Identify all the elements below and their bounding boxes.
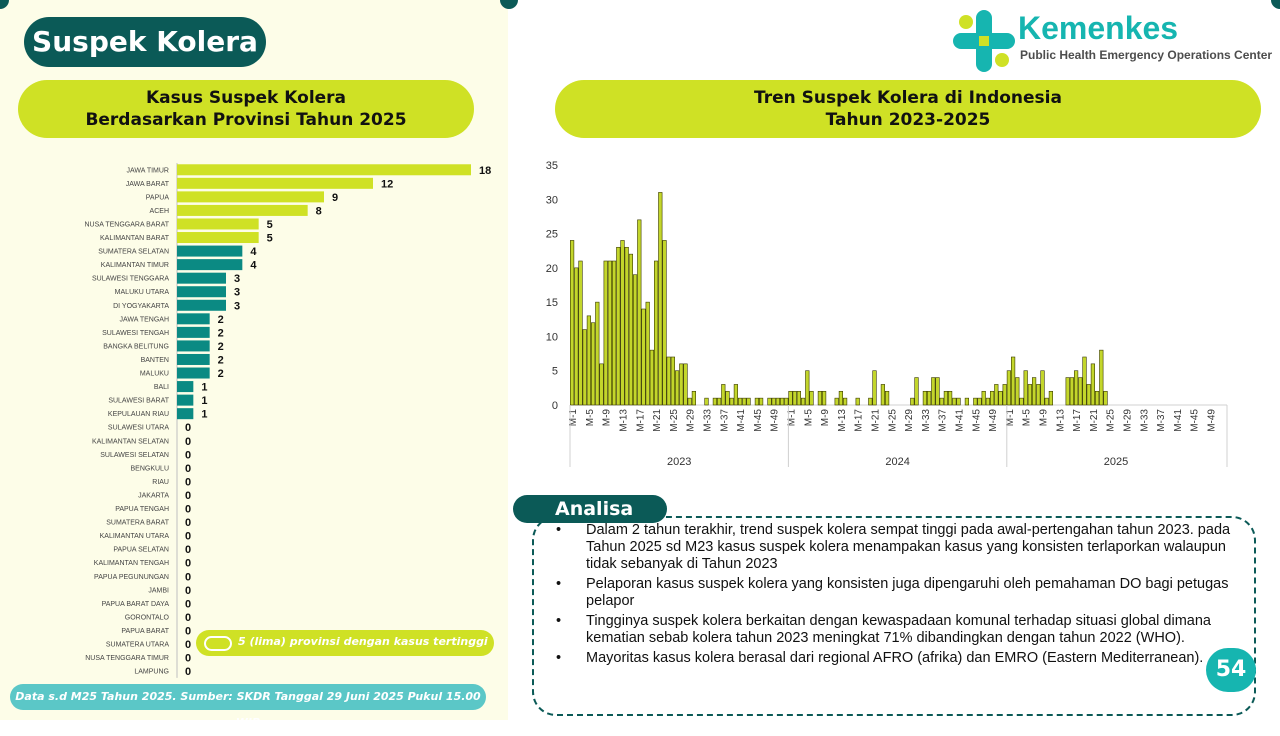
province-bar [177,381,193,392]
province-label: JAWA TENGAH [119,316,169,324]
province-value-label: 0 [185,422,192,435]
province-value-label: 0 [185,476,192,489]
week-tick-label: M-29 [685,409,697,432]
province-label: PAPUA BARAT DAYA [101,600,169,608]
week-tick-label: M-37 [937,409,949,432]
province-label: NUSA TENGGARA BARAT [84,221,169,229]
trend-bar [923,391,927,405]
province-value-label: 0 [185,611,192,624]
trend-bar [591,323,595,405]
province-label: SUMATERA UTARA [105,641,169,649]
trend-bar [986,398,990,405]
trend-bar [1007,371,1011,405]
trend-bar [596,302,600,405]
province-bar [177,408,193,419]
trend-bar [789,391,793,405]
province-label: SULAWESI TENGAH [102,329,169,337]
trend-bar [688,398,692,405]
y-tick-label: 35 [545,160,558,172]
province-value-label: 0 [185,666,192,679]
trend-bar [982,391,986,405]
province-bar [177,313,210,324]
trend-bar [1083,357,1087,405]
province-value-label: 0 [185,489,192,502]
trend-bar [911,398,915,405]
analisa-item [556,576,1246,610]
province-label: JAWA BARAT [125,180,169,188]
week-tick-label: M-21 [652,409,664,432]
trend-bar [780,398,784,405]
week-tick-label: M-5 [584,409,596,427]
analisa-item-text: Pelaporan kasus suspek kolera yang konsisten juga dipengaruhi oleh pemahaman DO bagi petugas pelapor [586,576,1229,609]
trend-bar [835,398,839,405]
province-label: KEPULAUAN RIAU [107,411,169,419]
trend-bar [663,240,667,405]
trend-bar [730,398,734,405]
trend-bar [965,398,969,405]
province-value-label: 4 [250,259,257,272]
province-label: MALUKU [139,370,169,378]
trend-bar [684,364,688,405]
province-value-label: 2 [217,354,224,367]
province-label: SULAWESI SELATAN [100,451,169,459]
trend-bar-chart [530,150,1240,480]
week-tick-label: M-17 [635,409,647,432]
week-tick-label: M-33 [1139,409,1151,432]
province-bar-chart [0,160,508,680]
trend-bar [940,398,944,405]
province-label: KALIMANTAN BARAT [100,235,169,243]
trend-bar [667,357,671,405]
trend-bar [885,391,889,405]
week-tick-label: M-41 [1172,409,1184,432]
trend-bar [932,378,936,405]
trend-bar [1049,391,1053,405]
week-tick-label: M-13 [836,409,848,432]
trend-bar [726,391,730,405]
trend-bar [659,192,663,405]
province-chart-title-line1: Kasus Suspek Kolera [145,88,347,108]
trend-bar [999,391,1003,405]
trend-bar [856,398,860,405]
trend-bar [869,398,873,405]
province-label: BANGKA BELITUNG [103,343,169,351]
trend-bar [1020,398,1024,405]
province-label: MALUKU UTARA [114,289,169,297]
trend-bar [583,330,587,405]
province-value-label: 1 [201,395,208,408]
week-tick-label: M-33 [702,409,714,432]
province-label: SUMATERA SELATAN [98,248,169,256]
week-tick-label: M-1 [786,409,798,427]
week-tick-label: M-9 [601,409,613,427]
analisa-item-text: Mayoritas kasus kolera berasal dari regional AFRO (afrika) dan EMRO (Eastern Mediterranean). [586,650,1204,666]
trend-bar [675,371,679,405]
trend-bar [1100,350,1104,405]
week-tick-label: M-29 [1122,409,1134,432]
logo-name: Kemenkes [1018,10,1179,46]
kemenkes-logo-icon [952,8,1016,74]
trend-bar [995,384,999,405]
province-value-label: 5 [266,232,273,245]
y-tick-label: 30 [545,194,558,207]
province-bar [177,327,210,338]
province-label: PAPUA BARAT [121,627,169,635]
province-value-label: 2 [217,327,224,340]
analisa-list [556,522,1246,670]
trend-bar [1028,384,1032,405]
province-label: KALIMANTAN SELATAN [91,438,169,446]
y-tick-label: 10 [545,331,558,344]
analisa-item-text: Tingginya suspek kolera berkaitan dengan kewaspadaan komunal terhadap situasi global dimana kematian sebab kolera tahun 2023 meningkat 71% dibandingkan dengan tahun 2022 (WHO). [586,613,1211,646]
week-tick-label: M-13 [618,409,630,432]
province-label: LAMPUNG [134,668,169,676]
province-bar [177,218,259,229]
week-tick-label: M-45 [971,409,983,432]
trend-bar [1104,391,1108,405]
trend-bar [768,398,772,405]
province-value-label: 1 [201,408,208,421]
trend-bar [734,384,738,405]
trend-bar [608,261,612,405]
week-tick-label: M-9 [820,409,832,427]
province-bar [177,395,193,406]
trend-bar [822,391,826,405]
week-tick-label: M-49 [769,409,781,432]
trend-bar [810,391,814,405]
trend-chart-header [555,80,1261,138]
analisa-item [556,650,1246,667]
province-value-label: 0 [185,544,192,557]
week-tick-label: M-25 [887,409,899,432]
trend-bar [575,268,579,405]
week-tick-label: M-5 [1021,409,1033,427]
trend-bar [1074,371,1078,405]
trend-bar [1024,371,1028,405]
province-label: PAPUA [145,194,169,202]
trend-bar [612,261,616,405]
province-bar [177,300,226,311]
logo-subtitle: Public Health Emergency Operations Center [1020,48,1273,62]
province-label: KALIMANTAN TENGAH [93,560,169,568]
trend-bar [1041,371,1045,405]
province-chart-header [18,80,474,138]
province-label: SULAWESI BARAT [108,397,169,405]
trend-bar [570,240,574,405]
trend-chart-title-line2: Tahun 2023-2025 [825,110,991,130]
legend-note [196,630,494,656]
province-bar [177,286,226,297]
trend-bar [839,391,843,405]
trend-bar [617,247,621,405]
bullet: • [556,576,562,592]
trend-bar [1045,398,1049,405]
page-title: Suspek Kolera [24,17,266,67]
trend-bar [1095,391,1099,405]
province-bar [177,259,242,270]
week-tick-label: M-21 [870,409,882,432]
province-label: ACEH [149,207,169,215]
trend-bar [621,240,625,405]
trend-bar [990,391,994,405]
week-tick-label: M-49 [988,409,1000,432]
bullet: • [556,522,562,538]
analisa-title: Analisa [513,495,667,523]
bullet: • [556,650,562,666]
province-value-label: 0 [185,503,192,516]
province-value-label: 1 [201,381,208,394]
page-number: 54 [1206,648,1256,692]
province-bar [177,368,210,379]
trend-bar [759,398,763,405]
week-tick-label: M-13 [1055,409,1067,432]
province-bar [177,205,308,216]
province-label: SULAWESI TENGGARA [91,275,169,283]
trend-bar [953,398,957,405]
province-value-label: 0 [185,435,192,448]
province-value-label: 9 [332,191,339,204]
province-label: KALIMANTAN TIMUR [100,262,169,270]
trend-bar [1011,357,1015,405]
bullet: • [556,613,562,629]
trend-bar [948,391,952,405]
trend-bar [936,378,940,405]
province-value-label: 0 [185,639,192,652]
week-tick-label: M-1 [1004,409,1016,427]
province-value-label: 4 [250,246,257,259]
trend-bar [650,350,654,405]
trend-bar [642,309,646,405]
week-tick-label: M-29 [904,409,916,432]
trend-bar [638,220,642,405]
trend-bar [747,398,751,405]
trend-bar [1091,364,1095,405]
trend-bar [646,302,650,405]
province-label: NUSA TENGGARA TIMUR [85,655,169,663]
province-label: JAMBI [148,587,169,595]
province-bar [177,232,259,243]
week-tick-label: M-21 [1088,409,1100,432]
trend-bar [873,371,877,405]
analisa-item-text: Dalam 2 tahun terakhir, trend suspek kolera sempat tinggi pada awal-pertengahan tahun 2023. pada Tahun 2025 sd M23 kasus suspek kolera menampakan kasus yang konsisten terlaporkan walaupun tidak sebanyak di Tahun 2023 [586,522,1231,572]
province-value-label: 5 [266,218,273,231]
province-label: JAKARTA [138,492,169,500]
province-value-label: 2 [217,313,224,326]
province-label: KALIMANTAN UTARA [99,533,169,541]
week-tick-label: M-17 [1072,409,1084,432]
province-value-label: 0 [185,571,192,584]
trend-bar [797,391,801,405]
province-value-label: 8 [315,205,322,218]
trend-bar [793,391,797,405]
trend-bar [743,398,747,405]
province-value-label: 2 [217,340,224,353]
week-tick-label: M-45 [752,409,764,432]
trend-bar [1016,378,1020,405]
trend-bar [843,398,847,405]
week-tick-label: M-37 [1156,409,1168,432]
province-bar [177,164,471,175]
y-tick-label: 0 [551,400,558,412]
analisa-item [556,613,1246,647]
province-bar [177,273,226,284]
trend-bar [629,254,633,405]
trend-bar [713,398,717,405]
week-tick-label: M-17 [853,409,865,432]
trend-bar [654,261,658,405]
y-tick-label: 5 [551,365,558,378]
week-tick-label: M-25 [668,409,680,432]
province-value-label: 0 [185,557,192,570]
year-label: 2023 [666,456,692,468]
province-value-label: 0 [185,584,192,597]
trend-bar [818,391,822,405]
week-tick-label: M-5 [803,409,815,427]
trend-bar [680,364,684,405]
year-label: 2024 [885,456,910,468]
province-value-label: 3 [234,286,241,299]
y-tick-label: 20 [545,262,558,275]
trend-bar [915,378,919,405]
province-label: PAPUA SELATAN [113,546,169,554]
province-value-label: 12 [381,178,394,191]
trend-bar [1032,378,1036,405]
province-bar [177,340,210,351]
trend-bar [772,398,776,405]
trend-bar [738,398,742,405]
week-tick-label: M-49 [1206,409,1218,432]
trend-bar [600,364,604,405]
trend-bar [927,391,931,405]
week-tick-label: M-9 [1038,409,1050,427]
source-note: Data s.d M25 Tahun 2025. Sumber: SKDR Tanggal 29 Juni 2025 Pukul 15.00 WIB [10,684,486,710]
trend-bar [579,261,583,405]
week-tick-label: M-25 [1105,409,1117,432]
trend-bar [881,384,885,405]
province-label: GORONTALO [124,614,169,622]
province-value-label: 3 [234,300,241,313]
trend-bar [717,398,721,405]
trend-bar [587,316,591,405]
trend-bar [1087,384,1091,405]
province-value-label: 0 [185,652,192,665]
legend-note-text: 5 (lima) provinsi dengan kasus tertinggi [238,635,488,648]
trend-bar [755,398,759,405]
province-bar [177,178,373,189]
province-label: BENGKULU [130,465,169,473]
province-bar [177,191,324,202]
trend-bar [633,275,637,405]
year-label: 2025 [1103,456,1129,468]
trend-bar [785,398,789,405]
province-label: PAPUA PEGUNUNGAN [94,573,169,581]
trend-bar [1037,384,1041,405]
week-tick-label: M-45 [1189,409,1201,432]
trend-bar [978,398,982,405]
province-value-label: 0 [185,462,192,475]
trend-bar [957,398,961,405]
trend-bar [776,398,780,405]
province-value-label: 18 [479,164,492,177]
y-tick-label: 25 [545,228,558,241]
trend-bar [801,398,805,405]
corner-dot [1271,0,1280,9]
province-value-label: 0 [185,449,192,462]
province-value-label: 0 [185,517,192,530]
province-label: BANTEN [140,356,169,364]
province-label: BALI [153,384,169,392]
province-label: DI YOGYAKARTA [113,302,169,310]
trend-bar [944,391,948,405]
province-label: JAWA TIMUR [126,167,169,175]
province-label: SULAWESI UTARA [107,424,169,432]
kemenkes-logo [952,8,1016,78]
province-value-label: 0 [185,530,192,543]
trend-bar [1079,378,1083,405]
province-value-label: 2 [217,368,224,381]
week-tick-label: M-37 [719,409,731,432]
trend-bar [705,398,709,405]
province-label: PAPUA TENGAH [115,506,169,514]
y-tick-label: 15 [545,297,558,310]
trend-chart-title-line1: Tren Suspek Kolera di Indonesia [754,88,1062,108]
trend-bar [722,384,726,405]
week-tick-label: M-41 [736,409,748,432]
trend-bar [974,398,978,405]
province-bar [177,354,210,365]
province-value-label: 0 [185,598,192,611]
trend-bar [692,391,696,405]
province-value-label: 0 [185,625,192,638]
trend-bar [604,261,608,405]
trend-bar [671,357,675,405]
province-value-label: 3 [234,273,241,286]
legend-swatch [204,636,232,651]
province-label: RIAU [152,478,169,486]
trend-bar [1003,384,1007,405]
province-label: SUMATERA BARAT [106,519,169,527]
week-tick-label: M-1 [568,409,580,427]
week-tick-label: M-33 [920,409,932,432]
analisa-item [556,522,1246,573]
trend-bar [625,247,629,405]
province-chart-title-line2: Berdasarkan Provinsi Tahun 2025 [85,110,407,130]
trend-bar [1070,378,1074,405]
trend-bar [1066,378,1070,405]
trend-bar [806,371,810,405]
province-bar [177,246,242,257]
week-tick-label: M-41 [954,409,966,432]
